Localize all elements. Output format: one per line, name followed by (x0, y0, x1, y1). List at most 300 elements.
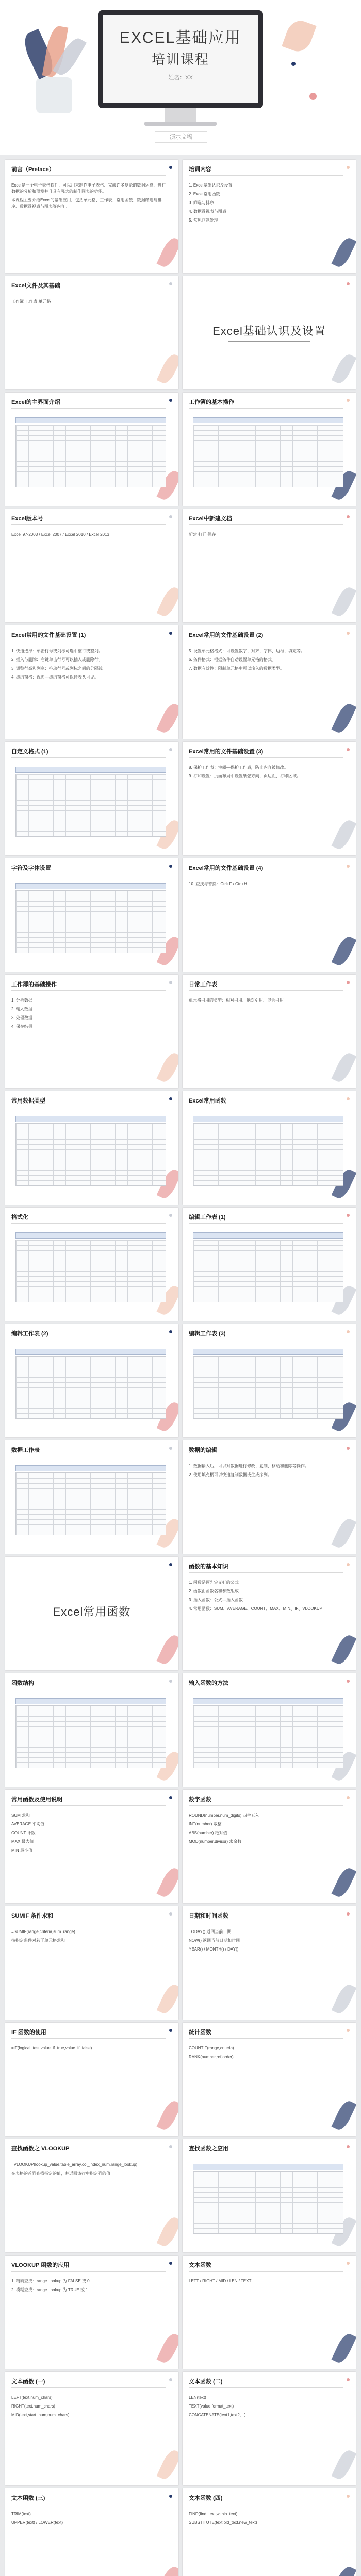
monitor-base (144, 122, 217, 126)
dot-decoration (347, 1796, 350, 1799)
dot-decoration (347, 748, 350, 751)
slide-title: 函数的基本知识 (189, 1564, 228, 1570)
dot-decoration (309, 93, 317, 100)
section-title: Excel基础认识及设置 (212, 325, 326, 337)
dot-decoration (169, 166, 172, 169)
dot-decoration (169, 1912, 172, 1916)
body-line: 1. 分析数据 (11, 998, 32, 1003)
dot-decoration (347, 1447, 350, 1450)
cover-title: EXCEL基础应用 (119, 29, 242, 46)
title-underline (189, 2038, 343, 2039)
slide-card (183, 975, 356, 1088)
slide-body (189, 2395, 343, 2421)
body-line: 3. 筛选与排序 (189, 200, 214, 205)
dot-decoration (169, 1447, 172, 1450)
slide-card (183, 2139, 356, 2252)
ribbon-placeholder (15, 1232, 166, 1239)
slide-body (189, 1812, 343, 1848)
ribbon-placeholder (15, 883, 166, 889)
slide-body (11, 997, 166, 1032)
body-line: 4. 保存结果 (11, 1024, 32, 1029)
slide-title: Excel的主界面介绍 (11, 399, 60, 405)
slide-body (11, 1812, 166, 1856)
slide-title: 常用函数及使用说明 (11, 1797, 62, 1803)
dot-decoration (347, 2378, 350, 2381)
body-line: 2. 插入与删除：右键单击行号可以插入或删除行。 (11, 657, 103, 662)
slide-body (11, 1929, 166, 1946)
title-underline (11, 524, 166, 525)
slide-card (5, 1673, 178, 1787)
slide-card (183, 625, 356, 739)
dot-decoration (169, 1330, 172, 1333)
leaf-decoration (332, 934, 356, 968)
dot-decoration (169, 632, 172, 635)
slide-card (5, 2488, 178, 2576)
title-underline (189, 175, 343, 176)
ribbon-placeholder (193, 2164, 343, 2170)
slide-card (183, 276, 356, 389)
slide-title: 日期和时间函数 (189, 1913, 228, 1919)
slide-title: 统计函数 (189, 2029, 211, 2036)
body-line: =SUMIF(range,criteria,sum_range) (11, 1929, 75, 1934)
leaf-decoration (157, 1633, 178, 1666)
body-line: COUNTIF(range,criteria) (189, 2046, 234, 2050)
slide-body (11, 648, 166, 683)
ribbon-placeholder (193, 1698, 343, 1704)
dot-decoration (291, 62, 296, 66)
slide-title: Excel文件及其基础 (11, 283, 60, 289)
body-line: 8. 保护工作表：审阅—保护工作表，防止内容被修改。 (189, 765, 288, 770)
leaf-decoration (157, 2448, 178, 2481)
leaf-decoration (157, 1866, 178, 1899)
screenshot-placeholder (15, 890, 166, 953)
leaf-decoration (157, 1982, 178, 2015)
slide-title: Excel版本号 (11, 516, 43, 522)
body-line: FIND(find_text,within_text) (189, 2512, 238, 2516)
body-line: RIGHT(text,num_chars) (11, 2404, 55, 2409)
section-divider (228, 341, 310, 342)
slide-card (5, 2023, 178, 2136)
dot-decoration (169, 981, 172, 984)
slide-card (183, 2372, 356, 2485)
slide-card (183, 1440, 356, 1554)
leaf-decoration (332, 1050, 356, 1084)
slide-body (189, 997, 343, 1006)
leaf-decoration (157, 2331, 178, 2365)
body-line: LEN(text) (189, 2395, 206, 2400)
title-underline (11, 1805, 166, 1806)
slide-title: 编辑工作表 (1) (189, 1214, 226, 1221)
slide-body (11, 2511, 166, 2529)
slide-title: 文本函数 (一) (11, 2379, 45, 2385)
ribbon-placeholder (15, 767, 166, 773)
body-line: TEXT(value,format_text) (189, 2404, 234, 2409)
screenshot-placeholder (193, 1240, 343, 1302)
cover-slide (0, 0, 361, 155)
title-underline (11, 408, 166, 409)
leaf-decoration (332, 818, 356, 851)
dot-decoration (169, 1097, 172, 1100)
slide-card (5, 742, 178, 855)
leaf-decoration (332, 2098, 356, 2132)
screenshot-placeholder (15, 1472, 166, 1535)
slide-card (5, 2139, 178, 2252)
body-line: 7. 数据有效性：限制单元格中可以输入的数据类型。 (189, 666, 284, 671)
body-line: 2. Excel常用函数 (189, 192, 220, 196)
body-line: 2. 函数由函数名和参数组成 (189, 1589, 239, 1594)
section-title: Excel常用函数 (53, 1605, 131, 1618)
slide-body (189, 1929, 343, 1955)
body-line: TODAY() 返回当前日期 (189, 1929, 232, 1934)
slide-card (183, 509, 356, 622)
slide-card (5, 509, 178, 622)
leaf-decoration (332, 235, 356, 269)
dot-decoration (347, 632, 350, 635)
slide-title: 函数结构 (11, 1680, 34, 1686)
slide-card (5, 1208, 178, 1321)
screenshot-placeholder (193, 1356, 343, 1419)
title-underline (189, 524, 343, 525)
slide-body (189, 2278, 343, 2287)
leaf-decoration (332, 585, 356, 618)
slide-title: Excel中新建文档 (189, 516, 232, 522)
body-line: 单元格引用的类型：相对引用、绝对引用、混合引用。 (189, 998, 288, 1003)
slide-body (189, 182, 343, 226)
slide-title: 查找函数之应用 (189, 2146, 228, 2152)
screenshot-placeholder (193, 1705, 343, 1768)
ribbon-placeholder (193, 417, 343, 423)
slide-title: 数字函数 (189, 1797, 211, 1803)
slide-body (189, 2511, 343, 2529)
dot-decoration (347, 1912, 350, 1916)
slide-title: 数据工作表 (11, 1447, 40, 1453)
body-line: UPPER(text) / LOWER(text) (11, 2520, 63, 2525)
leaf-decoration (157, 701, 178, 735)
body-line: CONCATENATE(text1,text2,...) (189, 2413, 246, 2417)
ribbon-placeholder (15, 1349, 166, 1355)
body-line: LEFT / RIGHT / MID / LEN / TEXT (189, 2279, 252, 2283)
body-line: 2. 模糊查找：range_lookup 为 TRUE 或 1 (11, 2287, 88, 2292)
slide-title: 文本函数 (189, 2262, 211, 2268)
slide-title: 数据的编辑 (189, 1447, 217, 1453)
slide-title: Excel常用的文件基础设置 (4) (189, 865, 264, 871)
title-underline (11, 2271, 166, 2272)
leaf-decoration (332, 1516, 356, 1550)
screenshot-placeholder (15, 1705, 166, 1768)
screenshot-placeholder (193, 2171, 343, 2234)
body-line: AVERAGE 平均值 (11, 1822, 45, 1826)
leaf-decoration (157, 2098, 178, 2132)
body-line: 新建 打开 保存 (189, 532, 216, 537)
dot-decoration (347, 1097, 350, 1100)
body-line: 6. 条件格式：根据条件自动设置单元格的格式。 (189, 657, 276, 662)
slide-card (5, 276, 178, 389)
slide-card (5, 625, 178, 739)
slide-card (183, 1557, 356, 1670)
leaf-decoration (332, 701, 356, 735)
dot-decoration (169, 399, 172, 402)
dot-decoration (169, 1680, 172, 1683)
title-underline (11, 2387, 166, 2388)
leaf-decoration (157, 235, 178, 269)
slide-body (189, 1463, 343, 1481)
leaf-decoration (157, 352, 178, 385)
slide-title: 字符及字体设置 (11, 865, 51, 871)
slide-card (183, 2488, 356, 2576)
slide-card (5, 2372, 178, 2485)
slide-body (11, 2045, 166, 2054)
slide-title: 输入函数的方法 (189, 1680, 228, 1686)
slide-title: Excel常用的文件基础设置 (1) (11, 632, 86, 638)
slide-body (189, 765, 343, 782)
dot-decoration (169, 282, 172, 285)
body-line: 2. 使用填充柄可以快速复制数据或生成序列。 (189, 1472, 272, 1477)
title-underline (11, 757, 166, 758)
leaf-decoration (332, 352, 356, 385)
screenshot-placeholder (15, 774, 166, 837)
slide-title: Excel常用的文件基础设置 (2) (189, 632, 264, 638)
slide-title: 编辑工作表 (3) (189, 1331, 226, 1337)
slide-card (183, 2256, 356, 2369)
slide-title: IF 函数的使用 (11, 2029, 46, 2036)
body-line: 按指定条件对若干单元格求和 (11, 1938, 65, 1943)
slide-title: 自定义格式 (1) (11, 749, 48, 755)
leaf-decoration (332, 1633, 356, 1666)
dot-decoration (347, 2495, 350, 2498)
leaf-decoration (332, 2564, 356, 2576)
monitor-stand (165, 108, 196, 122)
leaf-decoration (282, 17, 317, 55)
body-line: TRIM(text) (11, 2512, 31, 2516)
body-line: 4. 数据透视表与图表 (189, 209, 226, 214)
body-line: ABS(number) 绝对值 (189, 1831, 227, 1835)
slide-card (5, 858, 178, 972)
dot-decoration (169, 2262, 172, 2265)
title-underline (189, 757, 343, 758)
title-underline (189, 2387, 343, 2388)
body-line: SUM 求和 (11, 1813, 30, 1818)
ribbon-placeholder (15, 1698, 166, 1704)
slide-title: 文本函数 (四) (189, 2495, 223, 2501)
leaf-decoration (157, 585, 178, 618)
dot-decoration (347, 1214, 350, 1217)
body-line: 5. 设置单元格格式：可设置数字、对齐、字体、边框、填充等。 (189, 649, 305, 653)
dot-decoration (347, 166, 350, 169)
dot-decoration (347, 2262, 350, 2265)
body-line: 5. 常见问题处理 (189, 218, 218, 223)
dot-decoration (169, 1796, 172, 1799)
slide-title: 工作簿的基础操作 (11, 981, 57, 988)
dot-decoration (347, 515, 350, 518)
body-line: 3. 处理数据 (11, 1015, 32, 1020)
leaf-decoration (332, 1982, 356, 2015)
dot-decoration (169, 865, 172, 868)
dot-decoration (347, 865, 350, 868)
body-line: 3. 插入函数：公式—插入函数 (189, 1598, 243, 1602)
title-underline (11, 2038, 166, 2039)
slide-card (183, 742, 356, 855)
slide-card (183, 1790, 356, 1903)
body-line: LEFT(text,num_chars) (11, 2395, 53, 2400)
dot-decoration (169, 2029, 172, 2032)
slide-card (5, 2256, 178, 2369)
slide-title: 编辑工作表 (2) (11, 1331, 48, 1337)
screenshot-placeholder (15, 425, 166, 487)
slide-title: VLOOKUP 函数的应用 (11, 2262, 70, 2268)
body-line: 1. 精确查找：range_lookup 为 FALSE 或 0 (11, 2279, 90, 2283)
slide-card (5, 1790, 178, 1903)
slide-title: 日常工作表 (189, 981, 217, 988)
slide-body (11, 532, 166, 540)
slide-title: Excel常用的文件基础设置 (3) (189, 749, 264, 755)
slide-card (183, 393, 356, 506)
ribbon-placeholder (193, 1116, 343, 1122)
slide-card (5, 1324, 178, 1437)
body-line: 1. 数据输入后，可以对数据进行修改、复制、移动和删除等操作。 (189, 1464, 309, 1468)
title-underline (189, 1223, 343, 1224)
slide-title: 工作簿的基本操作 (189, 399, 234, 405)
body-line: 2. 输入数据 (11, 1007, 32, 1011)
ribbon-placeholder (193, 1232, 343, 1239)
title-underline (11, 1223, 166, 1224)
body-line: SUBSTITUTE(text,old_text,new_text) (189, 2520, 257, 2525)
body-line: 9. 打印设置：页面布局中设置纸张方向、页边距、打印区域。 (189, 774, 301, 778)
body-line: =IF(logical_test,value_if_true,value_if_false) (11, 2046, 92, 2050)
slide-title: 培训内容 (189, 166, 211, 173)
slide-card (183, 1091, 356, 1205)
plant-pot-decoration (36, 77, 72, 113)
title-underline (189, 1572, 343, 1573)
title-underline (189, 1805, 343, 1806)
slide-card (183, 2023, 356, 2136)
body-line: NOW() 返回当前日期和时间 (189, 1938, 240, 1943)
body-line: MID(text,start_num,num_chars) (11, 2413, 70, 2417)
leaf-decoration (157, 1050, 178, 1084)
slide-body (189, 532, 343, 540)
title-underline (189, 2271, 343, 2272)
slide-body (11, 2395, 166, 2421)
leaf-decoration (332, 2331, 356, 2365)
slide-card (183, 1906, 356, 2020)
body-line: INT(number) 取整 (189, 1822, 222, 1826)
body-line: COUNT 计数 (11, 1831, 36, 1835)
body-line: MAX 最大值 (11, 1839, 34, 1844)
dot-decoration (169, 1563, 172, 1566)
dot-decoration (347, 1563, 350, 1566)
title-underline (189, 408, 343, 409)
body-line: MIN 最小值 (11, 1848, 32, 1853)
slide-card (5, 975, 178, 1088)
dot-decoration (169, 2378, 172, 2381)
body-line: 工作簿 工作表 单元格 (11, 299, 51, 304)
ribbon-placeholder (15, 1116, 166, 1122)
dot-decoration (347, 399, 350, 402)
dot-decoration (347, 981, 350, 984)
body-line: RANK(number,ref,order) (189, 2055, 234, 2059)
screenshot-placeholder (193, 1123, 343, 1186)
slide-title: 查找函数之 VLOOKUP (11, 2146, 70, 2152)
body-line: 本课程主要介绍Excel的基础应用，包括单元格、工作表、常用函数、数据筛选与排序、数据透视表与图表等内容。 (11, 198, 162, 209)
slide-title: 格式化 (11, 1214, 28, 1221)
slide-card (5, 1440, 178, 1554)
slide-title: Excel常用函数 (189, 1098, 226, 1104)
body-line: ROUND(number,num_digits) 四舍五入 (189, 1813, 259, 1818)
slide-body (189, 2045, 343, 2063)
slide-title: SUMIF 条件求和 (11, 1913, 54, 1919)
slide-body (11, 299, 166, 308)
ribbon-placeholder (15, 417, 166, 423)
body-line: 1. Excel基础认识及设置 (189, 183, 233, 188)
slide-title: 前言（Preface） (11, 166, 55, 173)
dot-decoration (347, 1680, 350, 1683)
slide-card (183, 1324, 356, 1437)
slide-body (189, 1580, 343, 1615)
slide-card (183, 1208, 356, 1321)
body-line: 3. 调整行高和列宽：拖动行号或列标之间的分隔线。 (11, 666, 107, 671)
dot-decoration (347, 1330, 350, 1333)
slide-body (11, 2278, 166, 2296)
screenshot-placeholder (15, 1123, 166, 1186)
slide-card (5, 1557, 178, 1670)
slide-body (189, 881, 343, 890)
slide-body (11, 182, 166, 212)
title-underline (11, 990, 166, 991)
slide-body (11, 2162, 166, 2179)
slide-body (189, 648, 343, 674)
body-line: =VLOOKUP(lookup_value,table_array,col_index_num,range_lookup) (11, 2162, 138, 2167)
cover-author: 姓名：XX (168, 75, 193, 81)
body-line: 4. 冻结窗格：视图—冻结窗格可保持表头可见。 (11, 675, 99, 680)
leaf-decoration (157, 2215, 178, 2248)
ribbon-placeholder (193, 1349, 343, 1355)
title-underline (11, 175, 166, 176)
slide-card (183, 1673, 356, 1787)
screenshot-placeholder (15, 1356, 166, 1419)
dot-decoration (169, 748, 172, 751)
slide-card (5, 1906, 178, 2020)
dot-decoration (169, 2145, 172, 2148)
slide-title: 文本函数 (二) (189, 2379, 223, 2385)
dot-decoration (347, 2145, 350, 2148)
slide-card (5, 393, 178, 506)
dot-decoration (347, 282, 350, 285)
dot-decoration (169, 515, 172, 518)
dot-decoration (347, 2029, 350, 2032)
screenshot-placeholder (193, 425, 343, 487)
body-line: MOD(number,divisor) 求余数 (189, 1839, 242, 1844)
body-line: YEAR() / MONTH() / DAY() (189, 1947, 239, 1952)
cover-tag: 演示文稿 (155, 131, 207, 143)
slide-title: 文本函数 (三) (11, 2495, 45, 2501)
slide-card (183, 160, 356, 273)
body-line: 4. 常用函数：SUM、AVERAGE、COUNT、MAX、MIN、IF、VLOOKUP (189, 1606, 322, 1611)
body-line: 在表格的首列查找指定的值，并返回该行中指定列的值 (11, 2171, 110, 2176)
slide-card (5, 1091, 178, 1205)
leaf-decoration (332, 2448, 356, 2481)
dot-decoration (169, 2495, 172, 2498)
ribbon-placeholder (15, 1465, 166, 1471)
body-line: Excel 97-2003 / Excel 2007 / Excel 2010 / Excel 2013 (11, 532, 109, 537)
body-line: 1. 快速选择：单击行号或列标可选中整行或整列。 (11, 649, 103, 653)
body-line: 10. 查找与替换：Ctrl+F / Ctrl+H (189, 882, 247, 886)
slide-title: 常用数据类型 (11, 1098, 45, 1104)
leaf-decoration (332, 1866, 356, 1899)
cover-subtitle: 培训课程 (151, 52, 209, 67)
screenshot-placeholder (15, 1240, 166, 1302)
slide-card (5, 160, 178, 273)
dot-decoration (169, 1214, 172, 1217)
body-line: 1. 函数是预先定义好的公式 (189, 1580, 239, 1585)
